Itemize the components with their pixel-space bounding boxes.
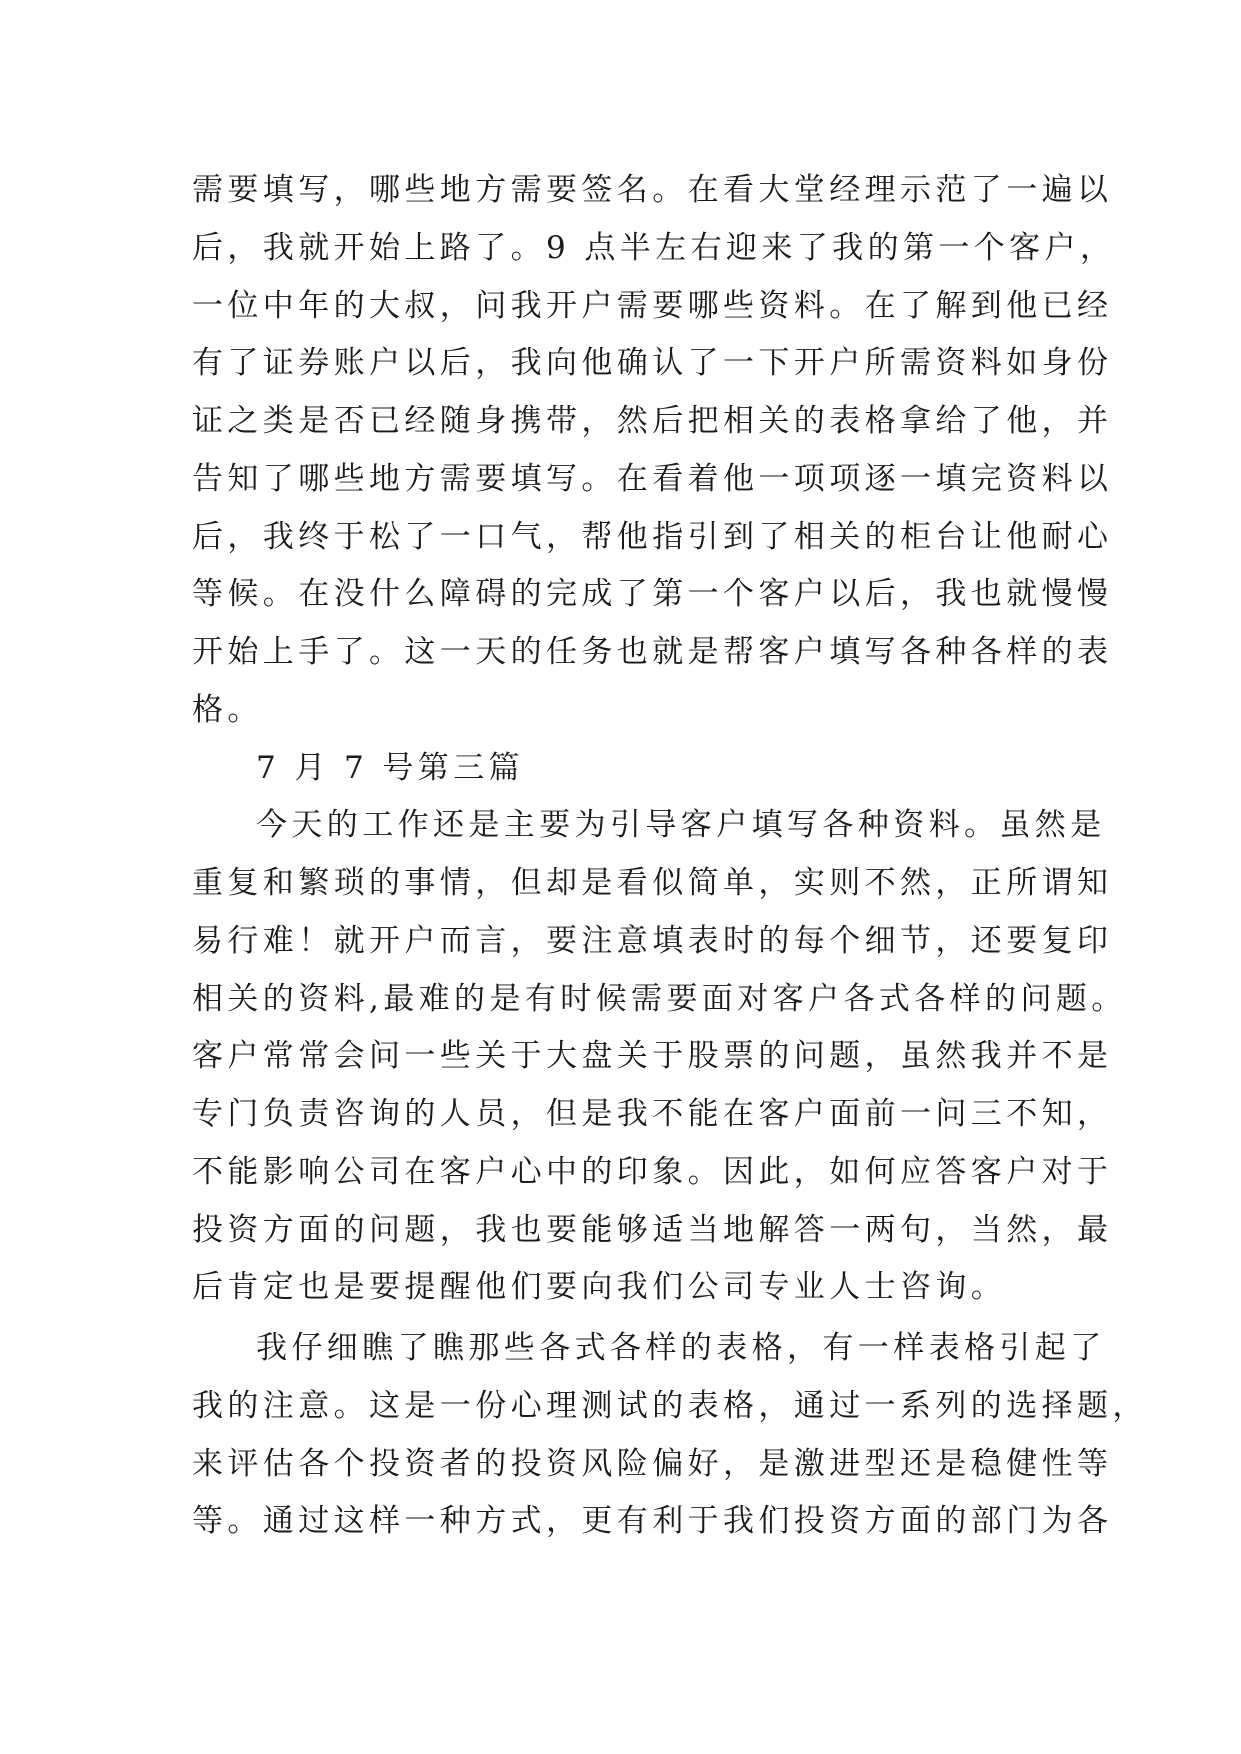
section-heading: 7 月 7 号第三篇 <box>256 750 525 786</box>
paragraph-line: 来评估各个投资者的投资风险偏好，是激进型还是稳健性等 <box>192 1446 1113 1482</box>
paragraph-line: 今天的工作还是主要为引导客户填写各种资料。虽然是 <box>256 807 1106 843</box>
paragraph-line: 专门负责咨询的人员，但是我不能在客户面前一问三不知， <box>192 1096 1113 1132</box>
paragraph-line: 后，我就开始上路了。9 点半左右迎来了我的第一个客户， <box>192 230 1116 266</box>
paragraph-line: 后肯定也是要提醒他们要向我们公司专业人士咨询。 <box>192 1269 1007 1305</box>
paragraph-line: 我的注意。这是一份心理测试的表格，通过一系列的选择题， <box>192 1388 1148 1424</box>
paragraph-line: 需要填写，哪些地方需要签名。在看大堂经理示范了一遍以 <box>192 172 1113 208</box>
paragraph-line: 告知了哪些地方需要填写。在看着他一项项逐一填完资料以 <box>192 461 1113 497</box>
paragraph-line: 证之类是否已经随身携带，然后把相关的表格拿给了他，并 <box>192 403 1113 439</box>
paragraph-line: 后，我终于松了一口气，帮他指引到了相关的柜台让他耐心 <box>192 519 1113 555</box>
paragraph-line: 等。通过这样一种方式，更有利于我们投资方面的部门为各 <box>192 1503 1113 1539</box>
paragraph-line: 格。 <box>192 692 263 728</box>
paragraph-line: 有了证券账户以后，我向他确认了一下开户所需资料如身份 <box>192 345 1113 381</box>
paragraph-line: 投资方面的问题，我也要能够适当地解答一两句，当然，最 <box>192 1212 1113 1248</box>
paragraph-line: 不能影响公司在客户心中的印象。因此，如何应答客户对于 <box>192 1154 1113 1190</box>
paragraph-line: 我仔细瞧了瞧那些各式各样的表格，有一样表格引起了 <box>256 1330 1106 1366</box>
paragraph-line: 重复和繁琐的事情，但却是看似简单，实则不然，正所谓知 <box>192 865 1113 901</box>
paragraph-line: 等候。在没什么障碍的完成了第一个客户以后，我也就慢慢 <box>192 576 1113 612</box>
paragraph-line: 开始上手了。这一天的任务也就是帮客户填写各种各样的表 <box>192 634 1113 670</box>
paragraph-line: 一位中年的大叔，问我开户需要哪些资料。在了解到他已经 <box>192 288 1113 324</box>
paragraph-line: 易行难！就开户而言，要注意填表时的每个细节，还要复印 <box>192 923 1113 959</box>
paragraph-line: 相关的资料,最难的是有时候需要面对客户各式各样的问题。 <box>192 981 1127 1017</box>
paragraph-line: 客户常常会问一些关于大盘关于股票的问题，虽然我并不是 <box>192 1038 1113 1074</box>
